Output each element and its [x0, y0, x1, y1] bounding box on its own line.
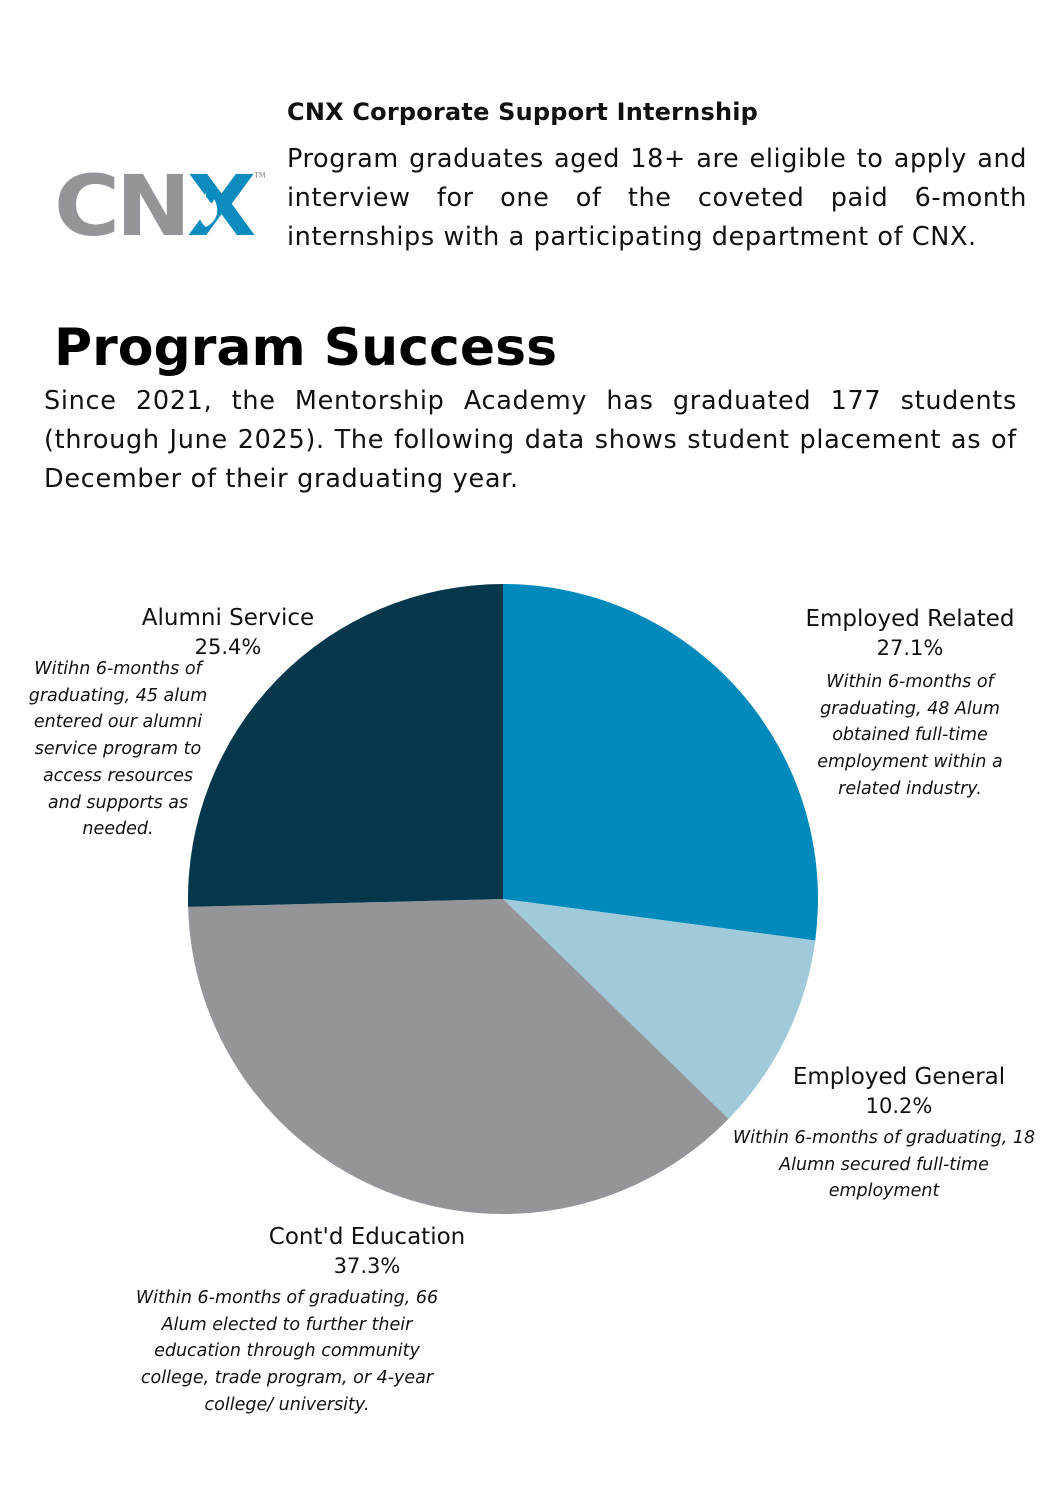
- pie-slice-employed-related: [503, 584, 818, 940]
- slice-description: Witihn 6-months of graduating, 45 alum entered our alumni service program to access resources and supports as needed.: [28, 659, 208, 840]
- slice-name: Employed Related: [805, 606, 1015, 632]
- slice-percent: 27.1%: [876, 636, 944, 660]
- slice-percent: 25.4%: [194, 635, 262, 659]
- label-employed-related: [780, 604, 1040, 662]
- slice-percent: 10.2%: [865, 1094, 933, 1118]
- desc-employed-related: [800, 669, 1020, 803]
- label-contd-education: [230, 1222, 504, 1280]
- section-title: Program Success: [54, 318, 558, 378]
- section-description: Since 2021, the Mentorship Academy has graduated 177 students (through June 2025). The following data shows student placement as of December of their graduating year.: [44, 386, 1017, 494]
- slice-name: Employed General: [792, 1064, 1006, 1090]
- slice-percent: 37.3%: [333, 1254, 401, 1278]
- desc-contd-education: [120, 1285, 454, 1419]
- slice-name: Cont'd Education: [268, 1224, 466, 1250]
- internship-description: Program graduates aged 18+ are eligible to apply and interview for one of the coveted paid 6-month internships with a participating department of CNX.: [287, 144, 1027, 252]
- desc-alumni-service: [26, 656, 210, 843]
- slice-description: Within 6-months of graduating, 18 Alumn secured full-time employment: [732, 1128, 1036, 1202]
- trademark-mark: TM: [254, 171, 266, 180]
- slice-description: Within 6-months of graduating, 48 Alum obtained full-time employment within a related industry.: [817, 672, 1003, 799]
- slice-name: Alumni Service: [141, 605, 315, 631]
- desc-employed-general: [728, 1125, 1040, 1205]
- label-alumni-service: [112, 603, 344, 661]
- cnx-logo-text: CN X: [54, 165, 248, 245]
- internship-title: CNX Corporate Support Internship: [287, 98, 759, 126]
- label-employed-general: [760, 1062, 1038, 1120]
- slice-description: Within 6-months of graduating, 66 Alum elected to further their education through community college, trade program, or 4-year college/ university.: [135, 1288, 439, 1415]
